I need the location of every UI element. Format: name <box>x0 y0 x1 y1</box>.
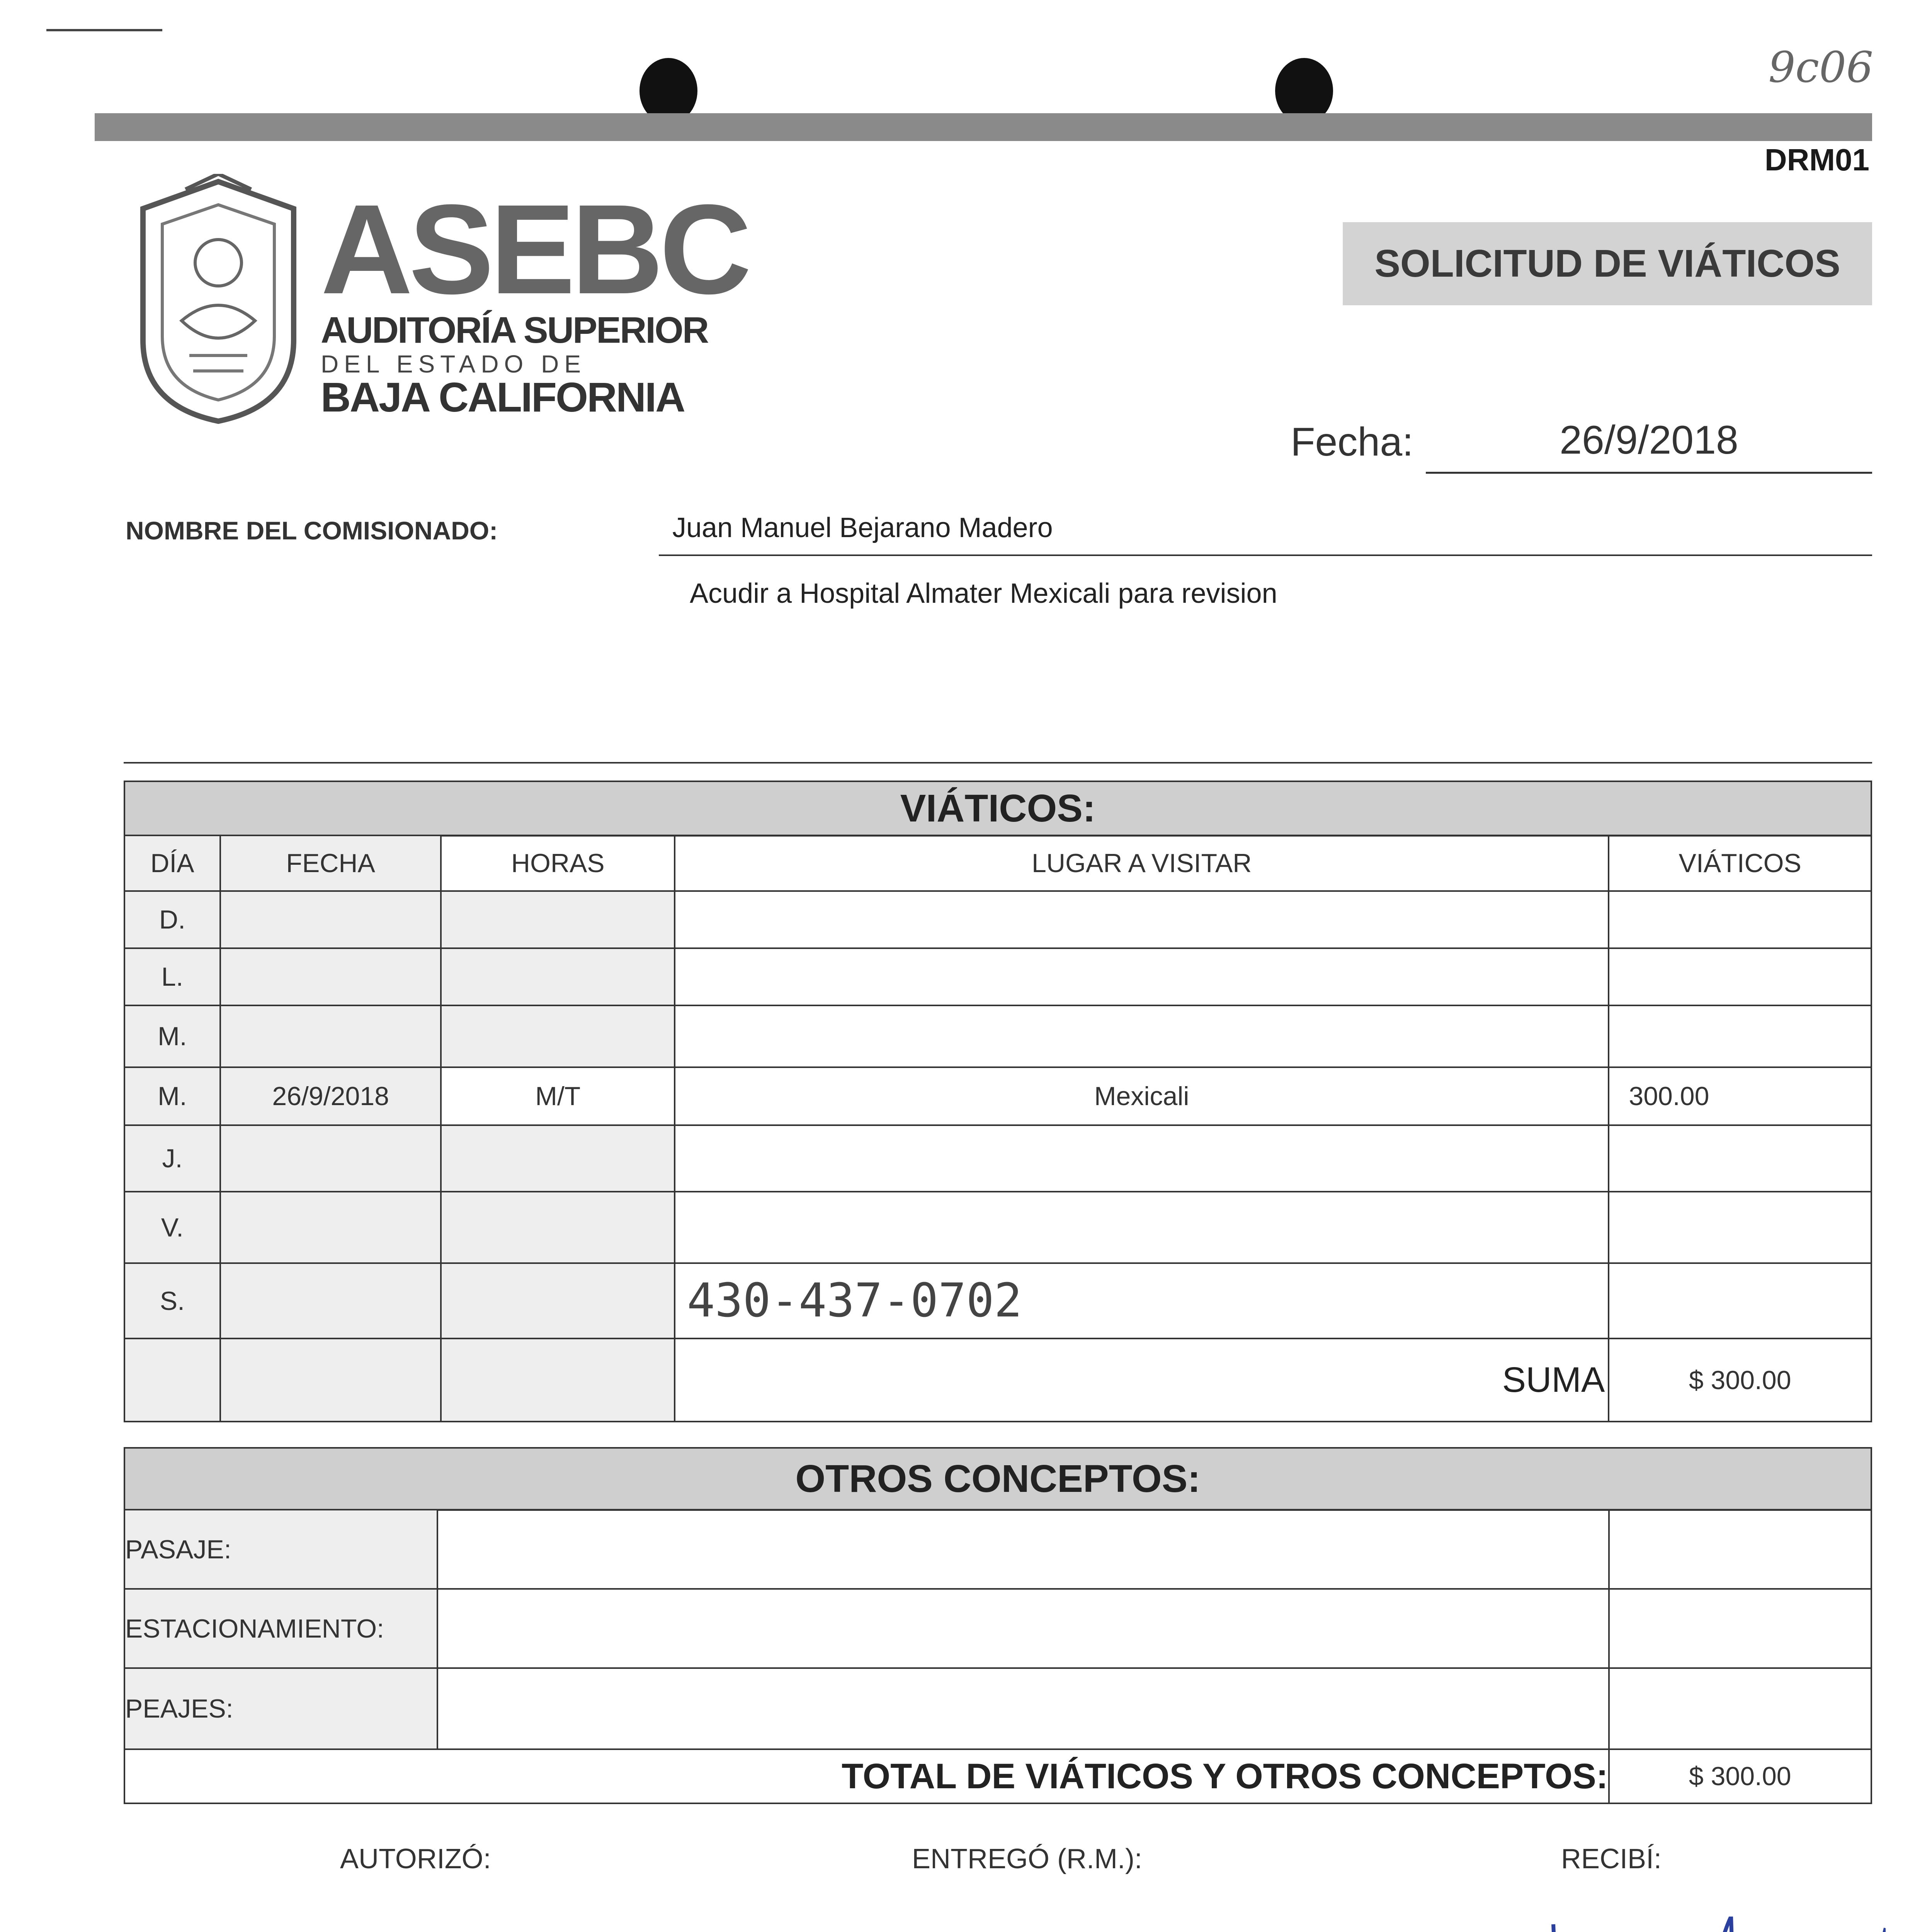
row-viaticos <box>1609 1125 1871 1192</box>
table-row <box>124 1125 1871 1192</box>
comisionado-label: NOMBRE DEL COMISIONADO: <box>126 516 498 545</box>
logo-line2: DEL ESTADO DE <box>321 350 586 378</box>
coat-of-arms-icon <box>128 174 309 429</box>
viaticos-table <box>124 835 1872 1422</box>
estacionamiento-label: ESTACIONAMIENTO: <box>124 1589 437 1668</box>
viaticos-heading: VIÁTICOS: <box>900 787 1096 830</box>
row-lugar <box>675 1125 1609 1192</box>
row-dia: D. <box>124 891 220 948</box>
table-row <box>124 1589 1871 1668</box>
empty-cell <box>220 1338 441 1422</box>
logo <box>128 174 309 429</box>
motivo-underline <box>124 762 1872 764</box>
header-bar <box>95 113 1872 141</box>
table-row <box>124 1067 1871 1125</box>
table-row <box>124 1192 1871 1263</box>
table-row <box>124 948 1871 1005</box>
suma-row <box>124 1338 1871 1422</box>
row-dia: M. <box>124 1005 220 1067</box>
col-horas: HORAS <box>441 835 675 891</box>
row-horas <box>441 948 675 1005</box>
autorizo-heading: AUTORIZÓ: <box>340 1844 491 1874</box>
row-viaticos: 300.00 <box>1609 1067 1871 1125</box>
row-viaticos <box>1609 1263 1871 1338</box>
row-fecha <box>220 1005 441 1067</box>
logo-acronym: ASEBC <box>321 178 748 320</box>
logo-line3: BAJA CALIFORNIA <box>321 374 684 420</box>
row-horas <box>441 891 675 948</box>
empty-cell <box>1609 1668 1872 1749</box>
row-viaticos <box>1609 1192 1871 1263</box>
otros-heading: OTROS CONCEPTOS: <box>795 1457 1201 1500</box>
title-box <box>1343 222 1872 305</box>
logo-line1: AUDITORÍA SUPERIOR <box>321 310 708 351</box>
total-value: $ 300.00 <box>1609 1749 1872 1803</box>
row-fecha <box>220 891 441 948</box>
pasaje-label: PASAJE: <box>124 1510 437 1589</box>
entrego-heading: ENTREGÓ (R.M.): <box>912 1844 1142 1874</box>
row-viaticos <box>1609 1005 1871 1067</box>
row-viaticos <box>1609 891 1871 948</box>
empty-cell <box>1609 1510 1872 1589</box>
row-dia: J. <box>124 1125 220 1192</box>
row-fecha: 26/9/2018 <box>220 1067 441 1125</box>
recibi-heading: RECIBÍ: <box>1561 1844 1662 1874</box>
table-row <box>124 1510 1871 1589</box>
col-dia: DÍA <box>124 835 220 891</box>
motivo-text: Acudir a Hospital Almater Mexicali para revision <box>690 578 1277 609</box>
row-lugar: Mexicali <box>675 1067 1609 1125</box>
row-viaticos <box>1609 948 1871 1005</box>
table-row <box>124 1263 1871 1338</box>
empty-cell <box>124 1338 220 1422</box>
row-dia: L. <box>124 948 220 1005</box>
suma-value: $ 300.00 <box>1609 1338 1871 1422</box>
fecha-value: 26/9/2018 <box>1426 417 1872 474</box>
total-row <box>124 1749 1871 1803</box>
page-title: SOLICITUD DE VIÁTICOS <box>1374 242 1840 285</box>
col-viaticos: VIÁTICOS <box>1609 835 1871 891</box>
row-dia: S. <box>124 1263 220 1338</box>
suma-label: SUMA <box>675 1338 1609 1422</box>
row-fecha <box>220 948 441 1005</box>
row-horas: M/T <box>441 1067 675 1125</box>
comisionado-value: Juan Manuel Bejarano Madero <box>672 512 1053 543</box>
row-dia: M. <box>124 1067 220 1125</box>
table-header-row <box>124 835 1871 891</box>
total-label: TOTAL DE VIÁTICOS Y OTROS CONCEPTOS: <box>124 1749 1609 1803</box>
table-row <box>124 1005 1871 1067</box>
handwritten-phone: 430-437-0702 <box>675 1263 1609 1338</box>
row-lugar <box>675 1192 1609 1263</box>
row-horas <box>441 1005 675 1067</box>
row-horas <box>441 1263 675 1338</box>
empty-cell <box>441 1338 675 1422</box>
table-row <box>124 1668 1871 1749</box>
col-fecha: FECHA <box>220 835 441 891</box>
scan-mark <box>46 29 162 31</box>
form-code: DRM01 <box>1764 143 1869 177</box>
table-row <box>124 891 1871 948</box>
empty-cell <box>437 1589 1609 1668</box>
otros-heading-bar <box>124 1447 1872 1511</box>
row-horas <box>441 1192 675 1263</box>
empty-cell <box>437 1668 1609 1749</box>
row-lugar <box>675 1005 1609 1067</box>
peajes-label: PEAJES: <box>124 1668 437 1749</box>
col-lugar: LUGAR A VISITAR <box>675 835 1609 891</box>
row-lugar <box>675 891 1609 948</box>
row-dia: V. <box>124 1192 220 1263</box>
row-fecha <box>220 1192 441 1263</box>
comisionado-underline <box>659 554 1872 556</box>
otros-table <box>124 1509 1872 1804</box>
corner-annotation: 9c06 <box>1768 43 1873 92</box>
row-fecha <box>220 1263 441 1338</box>
row-fecha <box>220 1125 441 1192</box>
row-horas <box>441 1125 675 1192</box>
viaticos-heading-bar <box>124 781 1872 837</box>
empty-cell <box>437 1510 1609 1589</box>
fecha-label: Fecha: <box>1291 420 1413 464</box>
empty-cell <box>1609 1589 1872 1668</box>
signature-recibi <box>1345 1917 1886 1932</box>
row-lugar <box>675 948 1609 1005</box>
